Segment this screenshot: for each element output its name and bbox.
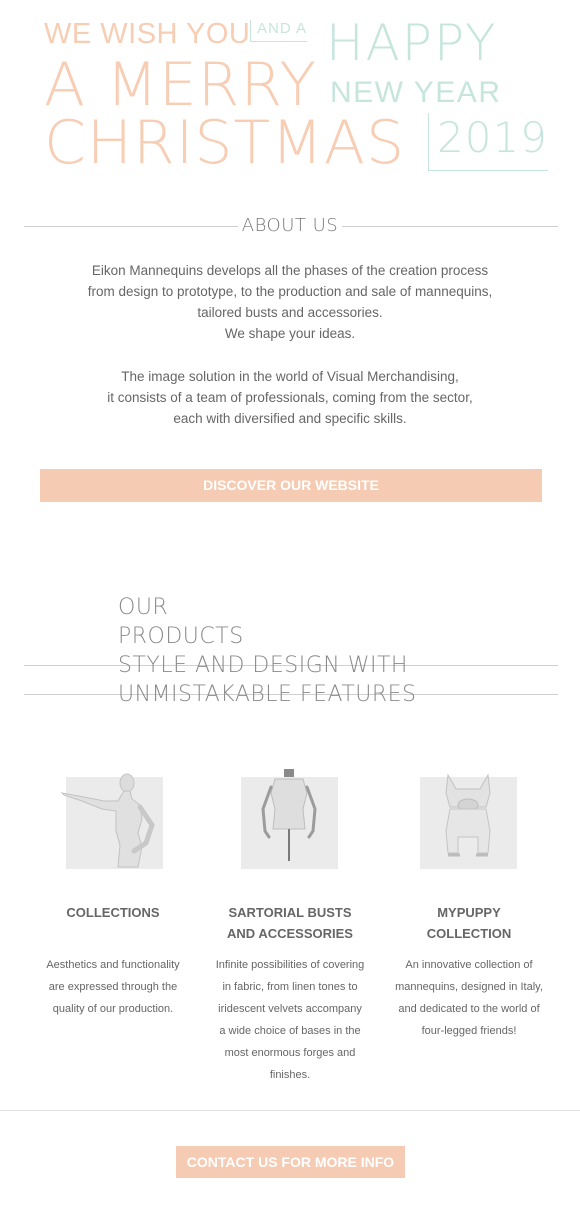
sartorial-busts-title-line: SARTORIAL BUSTS bbox=[228, 905, 352, 920]
about-p1-line: Eikon Mannequins develops all the phases of the creation process bbox=[91, 263, 489, 278]
hero-happy: HAPPY bbox=[326, 14, 498, 72]
collections-description bbox=[30, 954, 196, 1020]
mypuppy-title-line: COLLECTION bbox=[426, 926, 512, 941]
mypuppy-description bbox=[384, 954, 554, 1042]
dress-form-icon bbox=[241, 769, 338, 861]
about-p1-line: We shape your ideas. bbox=[224, 326, 356, 341]
mypuppy-desc-line: and dedicated to the world of bbox=[398, 1003, 540, 1015]
sartorial-desc-line: iridescent velvets accompany bbox=[218, 1003, 362, 1015]
about-p2-line: it consists of a team of professionals, coming from the sector, bbox=[107, 390, 473, 405]
collections-title-line: COLLECTIONS bbox=[66, 905, 160, 920]
hero-a-merry: A MERRY bbox=[44, 50, 317, 120]
collections-desc-line: quality of our production. bbox=[52, 1003, 174, 1015]
sartorial-busts-title bbox=[210, 902, 370, 944]
mypuppy-title-line: MYPUPPY bbox=[437, 905, 501, 920]
about-p1-line: tailored busts and accessories. bbox=[197, 305, 383, 320]
sartorial-busts-description bbox=[202, 954, 378, 1086]
about-p2-line: each with diversified and specific skills. bbox=[173, 411, 407, 426]
about-paragraph-2 bbox=[40, 366, 540, 429]
mannequin-figure-icon bbox=[42, 771, 182, 871]
mypuppy-title bbox=[394, 902, 544, 944]
mypuppy-desc-line: An innovative collection of bbox=[405, 959, 533, 971]
sartorial-desc-line: most enormous forges and bbox=[224, 1047, 356, 1059]
about-title-text: ABOUT US bbox=[238, 215, 342, 236]
mypuppy-desc-line: mannequins, designed in Italy, bbox=[395, 981, 543, 993]
about-title bbox=[0, 215, 580, 236]
footer-divider bbox=[0, 1110, 580, 1111]
sartorial-desc-line: Infinite possibilities of covering bbox=[215, 959, 365, 971]
collections-title bbox=[40, 902, 186, 923]
products-heading bbox=[118, 593, 417, 709]
about-p1-line: from design to prototype, to the production and sale of mannequins, bbox=[87, 284, 493, 299]
hero-christmas: CHRISTMAS bbox=[44, 108, 406, 178]
hero-new-year: NEW YEAR bbox=[330, 76, 502, 109]
collections-desc-line: are expressed through the bbox=[48, 981, 178, 993]
products-heading-line: OUR bbox=[118, 595, 169, 620]
about-paragraph-1 bbox=[40, 260, 540, 344]
mypuppy-image[interactable] bbox=[420, 777, 517, 869]
sartorial-busts-title-line: AND ACCESSORIES bbox=[227, 926, 353, 941]
products-heading-line: UNMISTAKABLE FEATURES bbox=[118, 682, 417, 707]
products-heading-line: STYLE AND DESIGN WITH bbox=[118, 653, 408, 678]
contact-us-button[interactable]: CONTACT US FOR MORE INFO bbox=[176, 1146, 405, 1178]
hero-and-a: AND A bbox=[250, 20, 307, 42]
sartorial-desc-line: finishes. bbox=[269, 1069, 311, 1081]
hero-year: 2019 bbox=[428, 113, 548, 171]
collections-desc-line: Aesthetics and functionality bbox=[46, 959, 180, 971]
dog-mannequin-icon bbox=[420, 771, 517, 863]
collections-image[interactable] bbox=[66, 777, 163, 869]
products-heading-line: PRODUCTS bbox=[118, 624, 244, 649]
hero-line-we-wish-you: WE WISH YOU bbox=[44, 18, 251, 50]
about-p2-line: The image solution in the world of Visual Merchandising, bbox=[121, 369, 459, 384]
sartorial-busts-image[interactable] bbox=[241, 777, 338, 869]
sartorial-desc-line: a wide choice of bases in the bbox=[219, 1025, 361, 1037]
sartorial-desc-line: in fabric, from linen tones to bbox=[222, 981, 358, 993]
mypuppy-desc-line: four-legged friends! bbox=[421, 1025, 517, 1037]
discover-website-button[interactable]: DISCOVER OUR WEBSITE bbox=[40, 469, 542, 502]
